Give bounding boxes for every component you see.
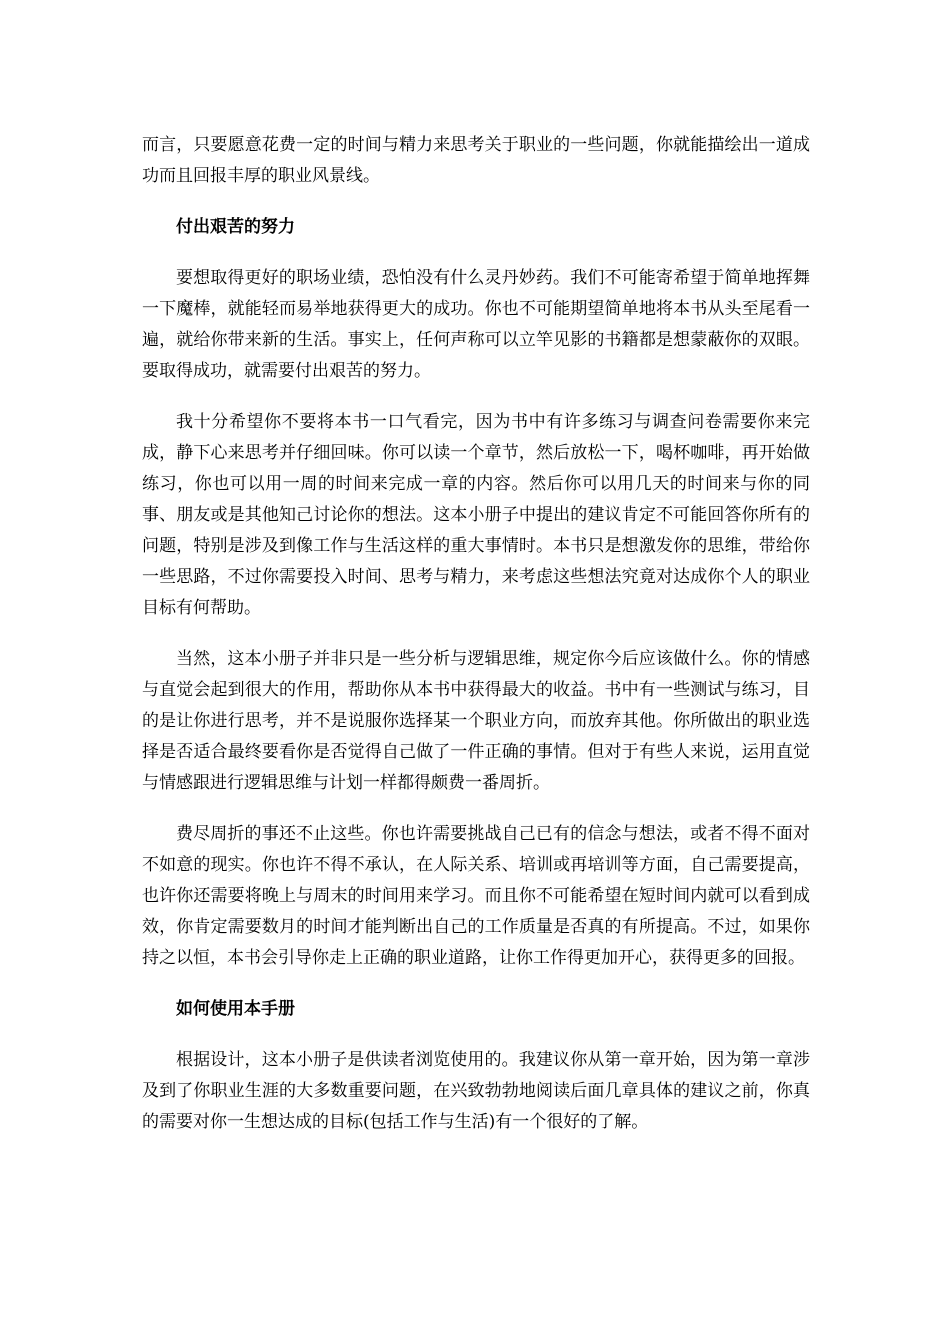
paragraph: 当然，这本小册子并非只是一些分析与逻辑思维，规定你今后应该做什么。你的情感与直觉会起到很大的作用，帮助你从本书中获得最大的收益。书中有一些测试与练习，目的是让你进行思考，并不是说服你选择某一个职业方向，而放弃其他。你所做出的职业选择是否适合最终要看你是否觉得自己做了一件正确的事情。但对于有些人来说，运用直觉与情感跟进行逻辑思维与计划一样都得颇费一番周折。 (142, 649, 810, 793)
paragraph: 我十分希望你不要将本书一口气看完，因为书中有许多练习与调查问卷需要你来完成，静下心来思考并仔细回味。你可以读一个章节，然后放松一下，喝杯咖啡，再开始做练习，你也可以用一周的时间来完成一章的内容。然后你可以用几天的时间来与你的同事、朋友或是其他知己讨论你的想法。这本小册子中提出的建议肯定不可能回答你所有的问题，特别是涉及到像工作与生活这样的重大事情时。本书只是想激发你的思维，带给你一些思路，不过你需要投入时间、思考与精力，来考虑这些想法究竟对达成你个人的职业目标有何帮助。 (142, 412, 810, 618)
paragraph: 费尽周折的事还不止这些。你也许需要挑战自己已有的信念与想法，或者不得不面对不如意的现实。你也许不得不承认，在人际关系、培训或再培训等方面，自己需要提高，也许你还需要将晚上与周末的时间用来学习。而且你不可能希望在短时间内就可以看到成效，你肯定需要数月的时间才能判断出自己的工作质量是否真的有所提高。不过，如果你持之以恒，本书会引导你走上正确的职业道路，让你工作得更加开心，获得更多的回报。 (142, 824, 810, 968)
paragraph-continuation: 而言，只要愿意花费一定的时间与精力来思考关于职业的一些问题，你就能描绘出一道成功而且回报丰厚的职业风景线。 (142, 135, 810, 186)
document-body (142, 130, 810, 1158)
section-heading-hard-work: 付出艰苦的努力 (176, 217, 295, 237)
paragraph: 根据设计，这本小册子是供读者浏览使用的。我建议你从第一章开始，因为第一章涉及到了你职业生涯的大多数重要问题，在兴致勃勃地阅读后面几章具体的建议之前，你真的需要对你一生想达成的目标(包括工作与生活)有一个很好的了解。 (142, 1050, 810, 1132)
section-heading-how-to-use: 如何使用本手册 (176, 999, 295, 1019)
paragraph: 要想取得更好的职场业绩，恐怕没有什么灵丹妙药。我们不可能寄希望于简单地挥舞一下魔棒，就能轻而易举地获得更大的成功。你也不可能期望简单地将本书从头至尾看一遍，就给你带来新的生活。事实上，任何声称可以立竿见影的书籍都是想蒙蔽你的双眼。要取得成功，就需要付出艰苦的努力。 (142, 268, 810, 381)
